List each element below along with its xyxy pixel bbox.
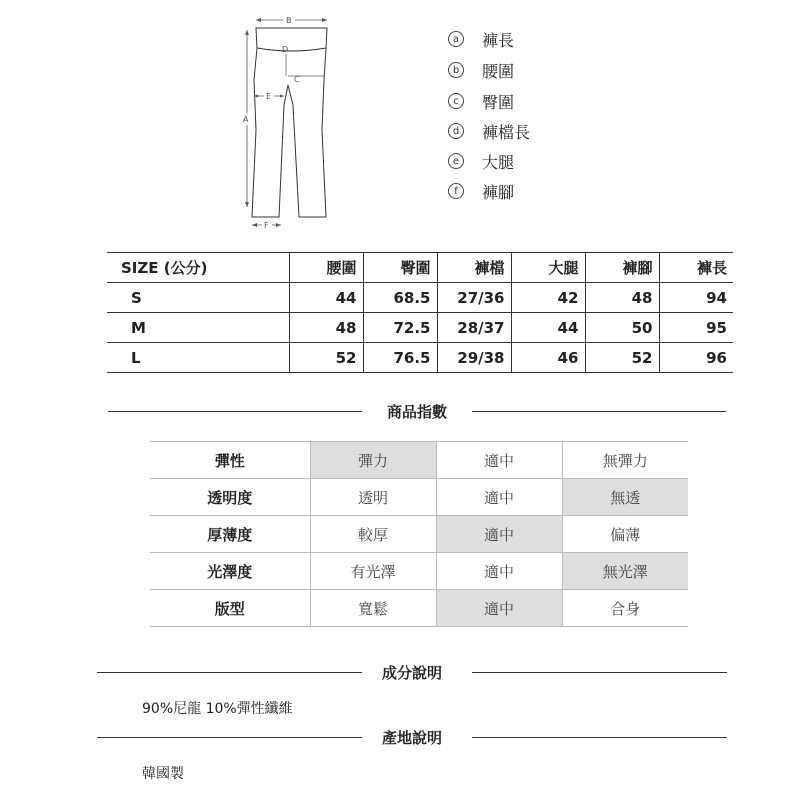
size-cell: 52 [585,343,659,373]
table-row [107,283,733,313]
legend-label: 褲腳 [482,182,515,202]
size-cell: 42 [511,283,585,313]
dim-label-a: A [243,115,249,124]
dim-label-b: B [286,16,292,25]
product-index-table [150,441,688,627]
size-cell: L [107,343,289,373]
size-cell: 48 [289,313,363,343]
legend-mark: b [448,62,464,78]
size-table-header [107,253,733,283]
index-option: 合身 [562,590,688,627]
size-cell: S [107,283,289,313]
index-row-label: 版型 [150,590,310,627]
size-cell: 46 [511,343,585,373]
size-cell: 27/36 [437,283,511,313]
size-cell: 48 [585,283,659,313]
legend-item [448,90,514,112]
size-cell: 52 [289,343,363,373]
index-option: 適中 [436,442,562,479]
section-title: 商品指數 [386,403,447,421]
index-row-label: 彈性 [150,442,310,479]
size-cell: 50 [585,313,659,343]
size-header-cell: SIZE (公分) [107,253,289,283]
legend-label: 腰圍 [482,61,515,81]
index-option: 較厚 [310,516,436,553]
index-row [150,479,688,516]
dim-label-c: C [294,75,300,84]
size-table [107,252,733,373]
index-option: 透明 [310,479,436,516]
legend-mark: a [448,31,464,47]
composition-heading [97,662,727,682]
composition-text: 90%尼龍 10%彈性纖維 [142,701,293,717]
legend-mark: d [448,123,464,139]
index-option: 有光澤 [310,553,436,590]
index-option: 適中 [436,553,562,590]
index-row-label: 厚薄度 [150,516,310,553]
dim-label-e: E [266,92,272,101]
index-row [150,516,688,553]
size-cell: 29/38 [437,343,511,373]
dim-label-f: F [264,221,269,230]
size-cell: 68.5 [363,283,437,313]
index-option: 寬鬆 [310,590,436,627]
legend-item [448,180,514,202]
index-option-selected: 適中 [436,590,562,627]
legend-mark: c [448,93,464,109]
size-cell: 95 [659,313,733,343]
index-row [150,442,688,479]
table-row [107,343,733,373]
index-option-selected: 適中 [436,516,562,553]
size-cell: 28/37 [437,313,511,343]
index-option: 適中 [436,479,562,516]
legend-item [448,59,514,81]
legend-mark: e [448,153,464,169]
index-row-label: 光澤度 [150,553,310,590]
index-row [150,553,688,590]
legend-item [448,120,530,142]
index-option: 無彈力 [562,442,688,479]
dim-label-d: D [282,45,289,54]
index-option-selected: 無透 [562,479,688,516]
section-title: 成分說明 [381,664,442,682]
legend-mark: f [448,183,464,199]
size-cell: 76.5 [363,343,437,373]
size-cell: 44 [511,313,585,343]
legend-label: 褲檔長 [482,122,531,142]
legend-item [448,150,514,172]
section-title: 產地說明 [381,729,442,747]
size-header-cell: 大腿 [511,253,585,283]
size-cell: M [107,313,289,343]
table-row [107,313,733,343]
legend-item [448,28,514,50]
legend-label: 大腿 [482,152,515,172]
index-option-selected: 彈力 [310,442,436,479]
size-header-cell: 褲檔 [437,253,511,283]
size-header-cell: 腰圍 [289,253,363,283]
legend-label: 褲長 [482,30,515,50]
index-row [150,590,688,627]
size-cell: 44 [289,283,363,313]
size-cell: 96 [659,343,733,373]
index-option-selected: 無光澤 [562,553,688,590]
product-index-heading [108,401,726,421]
index-option: 偏薄 [562,516,688,553]
size-header-cell: 褲腳 [585,253,659,283]
pants-diagram [230,10,340,240]
size-header-cell: 臀圍 [363,253,437,283]
index-row-label: 透明度 [150,479,310,516]
origin-heading [97,727,727,747]
legend-label: 臀圍 [482,92,515,112]
size-header-cell: 褲長 [659,253,733,283]
size-cell: 94 [659,283,733,313]
size-cell: 72.5 [363,313,437,343]
origin-text: 韓國製 [142,766,184,782]
